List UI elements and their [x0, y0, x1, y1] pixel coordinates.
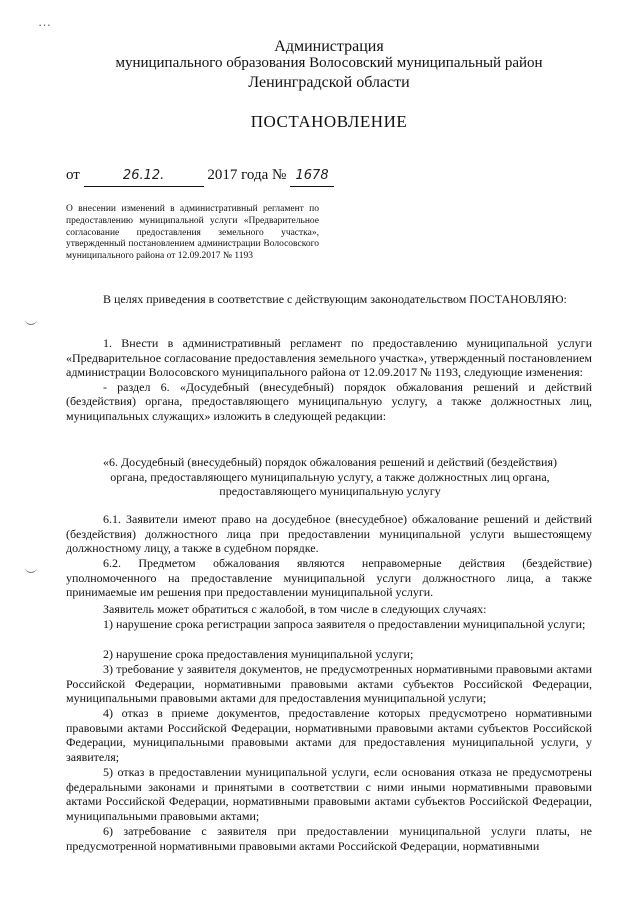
- case-4: 4) отказ в приеме документов, предоставление которых предусмотрено нормативными правовыми актами Российской Федерации, нормативными правовыми актами субъектов Российской Федерации, муниципальными правовыми актами для предоставления муниципальной услуги, у заявителя;: [66, 706, 592, 764]
- handwritten-number: 1678: [290, 166, 334, 187]
- case-1: 1) нарушение срока регистрации запроса заявителя о предоставлении муниципальной услуги;: [103, 617, 586, 631]
- top-corner-mark: …: [38, 14, 51, 29]
- paragraph-cases-intro: Заявитель может обратиться с жалобой, в том числе в следующих случаях:: [103, 602, 487, 616]
- date-number-line: [66, 165, 334, 187]
- case-2: 2) нарушение срока предоставления муниципальной услуги;: [103, 647, 414, 661]
- header-municipality: муниципального образования Волосовский муниципальный район: [115, 55, 543, 71]
- header-region: Ленинградской области: [248, 74, 410, 91]
- paragraph-item-1: [66, 336, 592, 424]
- year-label: 2017 года №: [207, 167, 287, 183]
- subject-block: О внесении изменений в административный регламент по предоставлению муниципальной услуги «Предварительное согласование предоставления земельного участка», утвержденный постановлением администрации Волосовского муниципального района от 12.09.2017 № 1193: [66, 204, 319, 262]
- item-1-text: 1. Внести в административный регламент по предоставлению муниципальной услуги «Предварительное согласование предоставления земельного участка», утвержденный постановлением администрации Волосовского муниципального района от 12.09.2017 № 1193, следующие изменения:: [66, 336, 593, 380]
- paragraph-6-1: 6.1. Заявители имеют право на досудебное (внесудебное) обжалование решений и действий (бездействия) должностного лица при предоставлении муниципальной услуги вышестоящему должностному лицу, а также в судебном порядке.: [66, 512, 592, 556]
- paragraph-6-2: 6.2. Предметом обжалования являются неправомерные действия (бездействие) уполномоченного на предоставление муниципальной услуги должностного лица, а также принимаемые им решения при предоставлении муниципальной услуги.: [66, 556, 592, 600]
- document-title: ПОСТАНОВЛЕНИЕ: [250, 112, 408, 131]
- header-administration: Администрация: [274, 38, 384, 55]
- case-5: 5) отказ в предоставлении муниципальной услуги, если основания отказа не предусмотрены федеральными законами и принятыми в соответствии с ними иными нормативными правовыми актами Российской Федерации, нормативными правовыми актами субъектов Российской Федерации, муниципальными правовыми актами;: [66, 765, 592, 823]
- case-3: 3) требование у заявителя документов, не предусмотренных нормативными правовыми актами Российской Федерации, нормативными правовыми актами субъектов Российской Федерации, муниципальными правовыми актами для предоставления муниципальной услуги;: [66, 662, 592, 706]
- section-6-heading: «6. Досудебный (внесудебный) порядок обжалования решений и действий (бездействия) органа, предоставляющего муниципальную услугу, а также должностных лиц органа, предоставляющего муниципальную услугу: [103, 455, 557, 499]
- margin-mark: [25, 318, 37, 325]
- handwritten-date: 26.12.: [84, 166, 204, 187]
- intro-paragraph: В целях приведения в соответствие с действующим законодательством ПОСТАНОВЛЯЮ:: [103, 292, 567, 306]
- case-6: 6) затребование с заявителя при предоставлении муниципальной услуги платы, не предусмотренной нормативными правовыми актами Российской Федерации, нормативными: [66, 824, 592, 853]
- date-prefix: от: [66, 167, 80, 183]
- margin-mark: [25, 566, 37, 573]
- item-1-subitem: - раздел 6. «Досудебный (внесудебный) порядок обжалования решений и действий (бездействия) органа, предоставляющего муниципальную услугу, а также должностных лиц, муниципальных служащих» изложить в следующей редакции:: [66, 379, 592, 423]
